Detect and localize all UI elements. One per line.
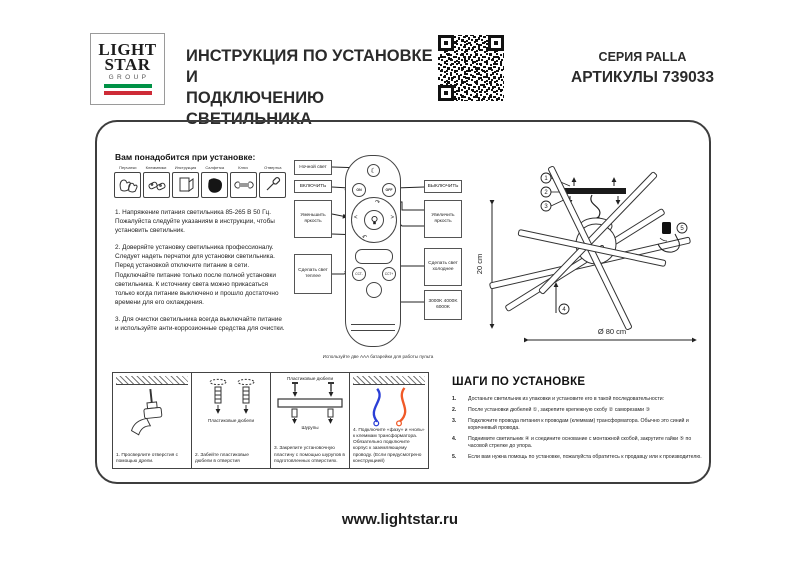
step-item — [452, 454, 704, 461]
label-warmer: Сделать свет теплее — [294, 254, 332, 294]
height-dimension-label: 20 cm — [475, 253, 484, 275]
website-url: www.lightstar.ru — [341, 511, 459, 528]
dowels-icon — [196, 376, 266, 418]
tool-label: Салфетка — [205, 165, 224, 171]
tool-label: Отвертка — [263, 165, 282, 171]
ceiling-hatch — [116, 376, 188, 385]
qr-finder-top-left — [438, 35, 454, 51]
remote-bottom-line — [351, 324, 395, 325]
power-wire — [591, 195, 600, 218]
tool-item — [258, 165, 287, 198]
qr-finder-top-right — [488, 35, 504, 51]
step-item — [452, 436, 704, 451]
mounting-bracket — [562, 188, 626, 194]
svg-text:4: 4 — [562, 307, 566, 314]
step-item — [452, 418, 704, 433]
battery-note: Используйте две AAA батарейки для работы пульта — [322, 354, 434, 359]
warning-3: 3. Для очистки светильника всегда выключайте питание и используйте анти-коррозионные средства для очистки. — [115, 315, 285, 333]
step-text: Поднимите светильник ④ и соедините основание с монтажной скобой, закрутите гайки ⑤ по часовой стрелке до упора. — [468, 435, 692, 449]
series-name: СЕРИЯ PALLA — [598, 50, 687, 64]
dial-cw-arrow-icon: ↷ — [375, 200, 381, 206]
tool-label: Перчатки — [118, 165, 137, 171]
install-panels — [112, 372, 429, 469]
orange-wire — [400, 388, 405, 422]
bulb-icon — [370, 215, 379, 226]
step-text: Подключите провода питания к проводам (клеммам) трансформатора. Обычно это синий и коричневый провода. — [468, 417, 689, 431]
label-turn-on: ВКЛЮЧИТЬ — [294, 180, 332, 193]
svg-text:3: 3 — [544, 204, 548, 211]
off-button: OFF — [382, 183, 396, 197]
screwdriver-icon — [259, 172, 286, 198]
svg-text:1: 1 — [544, 176, 548, 183]
wrench-icon — [230, 172, 257, 198]
panel-label: Пластиковые дюбели — [207, 418, 255, 423]
product-id-block — [520, 50, 765, 87]
steps-heading: ШАГИ ПО УСТАНОВКЕ — [452, 376, 586, 388]
step-number: 2. — [452, 406, 457, 413]
tool-item — [200, 165, 229, 198]
step-item — [452, 396, 704, 403]
dial-ccw-arrow-icon: ↶ — [362, 235, 368, 241]
safety-warnings — [115, 208, 287, 341]
terminal-blocks-icon — [143, 172, 170, 198]
dial-left-arrow-icon: < — [354, 215, 358, 221]
page-title-line1: ИНСТРУКЦИЯ ПО УСТАНОВКЕ И — [186, 47, 433, 87]
tool-label: Ключ — [238, 165, 249, 171]
label-dim: Уменьшить яркость — [294, 200, 332, 238]
tool-item — [229, 165, 258, 198]
panel-wiring — [349, 372, 429, 469]
qr-finder-bottom-left — [438, 85, 454, 101]
drill-icon — [117, 387, 187, 437]
svg-text:5: 5 — [680, 226, 684, 233]
page-title — [186, 46, 446, 130]
step-number: 3. — [452, 417, 457, 424]
step-text: Достаньте светильник из упаковки и установите его в такой последовательности: — [468, 396, 665, 402]
panel-dowels — [191, 372, 271, 469]
on-button: ON — [352, 183, 366, 197]
wires-icon — [354, 387, 424, 427]
moon-icon: ☾ — [370, 167, 377, 175]
panel-caption: 4. Подключите «фазу» и «ноль» к клеммам трансформатора. Обязательно подключите корпус к заземляющему проводу. (Если предусмотрено конструкцией) — [353, 427, 425, 464]
panel-caption: 2. Забейте пластиковые дюбели в отверстия — [195, 452, 249, 464]
tool-label: Клеммники — [146, 165, 167, 171]
tool-item — [142, 165, 171, 198]
gloves-icon — [114, 172, 141, 198]
qr-code — [436, 33, 506, 108]
lamp-diagram — [470, 148, 702, 360]
step-item — [452, 407, 704, 414]
flag-red-stripe — [104, 91, 152, 95]
callout-4 — [556, 283, 569, 314]
tool-label: Инструкция — [174, 165, 197, 171]
remote-control — [345, 155, 401, 347]
remote-diagram — [290, 150, 466, 365]
flag-green-stripe — [104, 84, 152, 88]
remote-bottom-line — [351, 330, 395, 331]
panel-caption: 1. Просверлите отверстия с помощью дрели. — [116, 452, 178, 464]
panel-label-bottom: Шурупы — [301, 425, 319, 431]
label-night-light: Ночной свет — [294, 160, 332, 175]
panel-plate — [270, 372, 350, 469]
label-kelvin-values: 3000K 4000K 6000K — [424, 290, 462, 320]
spare-button — [355, 249, 393, 264]
logo-text-group: GROUP — [108, 74, 150, 82]
warning-1: 1. Напряжение питания светильника 85-265 В 50 Гц. Пожалуйста следуйте указаниям в инструкции, чтобы установить светильник. — [115, 209, 275, 235]
article-number: АРТИКУЛЫ 739033 — [571, 69, 714, 86]
tools-row — [113, 165, 287, 198]
callout-5 — [677, 223, 687, 233]
svg-text:2: 2 — [544, 190, 548, 197]
step-text: Если вам нужна помощь по установке, пожалуйста обратитесь к продавцу или к производителю. — [468, 453, 702, 460]
tool-item — [171, 165, 200, 198]
manual-icon — [172, 172, 199, 198]
napkin-icon — [201, 172, 228, 198]
label-turn-off: ВЫКЛЮЧИТЬ — [424, 180, 462, 193]
steps-list — [452, 396, 704, 461]
step-number: 5. — [452, 453, 457, 460]
panel-label-top: Пластиковые дюбели — [286, 376, 334, 381]
install-steps — [452, 376, 704, 464]
warning-2: 2. Доверяйте установку светильника профессионалу. Следует надеть перчатки для установки светильника. Перед установкой отключите питание в сети. Подключайте питание только после полной установки светильника. К источнику света можно прикасаться только когда питание выключено и прошло достаточно времени для его охлаждения. — [115, 244, 279, 306]
panel-drill — [112, 372, 192, 469]
dial-right-arrow-icon: > — [390, 215, 394, 221]
color-temp-cycle-button — [366, 282, 382, 298]
step-number: 1. — [452, 396, 457, 402]
diameter-dimension-label: Ø 80 cm — [597, 327, 627, 336]
tool-item — [113, 165, 142, 198]
cct-plus-button: CCT+ — [382, 267, 396, 281]
page-title-line2: ПОДКЛЮЧЕНИЮ СВЕТИЛЬНИКА — [186, 89, 325, 129]
blue-wire — [374, 389, 380, 422]
night-light-button — [367, 164, 380, 177]
tools-heading: Вам понадобится при установке: — [115, 152, 256, 162]
panel-caption: 3. Закрепите установочную пластину с помощью шурупов в подготовленных отверстиях. — [274, 446, 345, 464]
logo-text-light: LIGHT — [98, 39, 157, 59]
cct-minus-button: CCT- — [352, 267, 366, 281]
ceiling-hatch — [353, 376, 425, 385]
label-brighten: Увеличить яркость — [424, 200, 462, 238]
step-text: После установки дюбелей ①, закрепите крепежную скобу ② саморезами ③ — [468, 406, 651, 413]
step-number: 4. — [452, 435, 457, 442]
lightstar-logo — [90, 33, 165, 105]
logo-text-star: STAR — [104, 54, 151, 74]
label-colder: Сделать свет холоднее — [424, 248, 462, 286]
lamp-button — [364, 210, 384, 230]
mounting-plate-icon — [275, 381, 345, 425]
